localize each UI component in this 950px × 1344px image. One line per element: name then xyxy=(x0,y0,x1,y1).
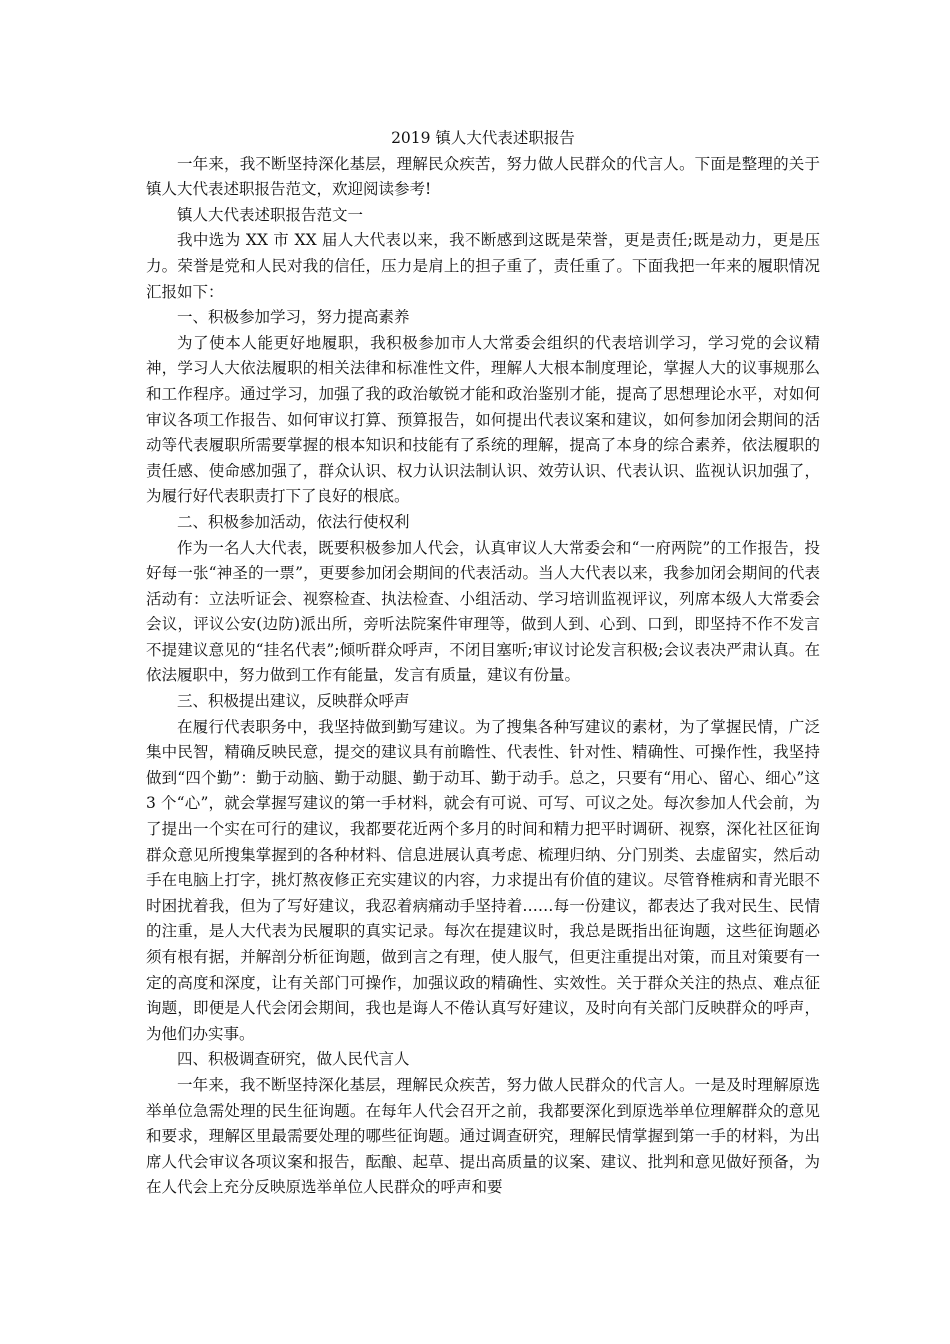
section-heading-1: 一、积极参加学习，努力提高素养 xyxy=(177,308,410,327)
section-paragraph-4: 一年来，我不断坚持深化基层，理解民众疾苦，努力做人民群众的代言人。一是及时理解原选举单位急需处理的民生征询题。在每年人代会召开之前，我都要深化到原选举单位理解群众的意见和要求，理解区里最需要处理的哪些征询题。通过调查研究，理解民情掌握到第一手的材料，为出席人代会审议各项议案和报告，酝酿、起草、提出高质量的议案、建议、批判和意见做好预备，为在人代会上充分反映原选举单位人民群众的呼声和要 xyxy=(146,1075,820,1197)
section-paragraph-1: 为了使本人能更好地履职，我积极参加市人大常委会组织的代表培训学习，学习党的会议精神，学习人大依法履职的相关法律和标准性文件，理解人大根本制度理论，掌握人大的议事规那么和工作程序。通过学习，加强了我的政治敏锐才能和政治鉴别才能，提高了思想理论水平，对如何审议各项工作报告、如何审议打算、预算报告，如何提出代表议案和建议，如何参加闭会期间的活动等代表履职所需要掌握的根本知识和技能有了系统的理解，提高了本身的综合素养，依法履职的责任感、使命感加强了，群众认识、权力认识法制认识、效劳认识、代表认识、监视认识加强了，为履行好代表职责打下了良好的根底。 xyxy=(146,333,820,506)
sample-heading: 镇人大代表述职报告范文一 xyxy=(177,205,364,224)
opening-paragraph: 我中选为 XX 市 XX 届人大代表以来，我不断感到这既是荣誉，更是责任;既是动力，更是压力。荣誉是党和人民对我的信任，压力是肩上的担子重了，责任重了。下面我把一年来的履职情况汇报如下： xyxy=(146,231,820,301)
section-heading-3: 三、积极提出建议，反映群众呼声 xyxy=(177,692,410,711)
document-body xyxy=(146,126,820,1201)
section-paragraph-2: 作为一名人大代表，既要积极参加人代会，认真审议人大常委会和“一府两院”的工作报告，投好每一张“神圣的一票”，更要参加闭会期间的代表活动。当人大代表以来，我参加闭会期间的代表活动有：立法听证会、视察检查、执法检查、小组活动、学习培训监视评议，列席本级人大常委会会议，评议公安(边防)派出所，旁听法院案件审理等，做到人到、心到、口到，即坚持不作不发言不提建议意见的“挂名代表”;倾听群众呼声，不闭目塞听;审议讨论发言积极;会议表决严肃认真。在依法履职中，努力做到工作有能量，发言有质量，建议有份量。 xyxy=(146,538,820,685)
section-heading-4: 四、积极调查研究，做人民代言人 xyxy=(177,1050,410,1069)
section-heading-2: 二、积极参加活动，依法行使权利 xyxy=(177,512,410,531)
section-paragraph-3: 在履行代表职务中，我坚持做到勤写建议。为了搜集各种写建议的素材，为了掌握民情，广泛集中民智，精确反映民意，提交的建议具有前瞻性、代表性、针对性、精确性、可操作性，我坚持做到“四个勤”：勤于动脑、勤于动腿、勤于动耳、勤于动手。总之，只要有“用心、留心、细心”这 3 个“心”，就会掌握写建议的第一手材料，就会有可说、可写、可议之处。每次参加人代会前，为了提出一个实在可行的建议，我都要花近两个多月的时间和精力把平时调研、视察，深化社区征询群众意见所搜集掌握到的各种材料、信息进展认真考虑、梳理归纳、分门别类、去虚留实，然后动手在电脑上打字，挑灯熬夜修正充实建议的内容，力求提出有价值的建议。尽管脊椎病和青光眼不时困扰着我，但为了写好建议，我忍着病痛动手坚持着……每一份建议，都表达了我对民生、民情的注重，是人大代表为民履职的真实记录。每次在提建议时，我总是既指出征询题，这些征询题必须有根有据，并解剖分析征询题，做到言之有理，使人服气，但更注重提出对策，而且对策要有一定的高度和深度，让有关部门可操作，加强议政的精确性、实效性。关于群众关注的热点、难点征询题，即便是人代会闭会期间，我也是诲人不倦认真写好建议，及时向有关部门反映群众的呼声，为他们办实事。 xyxy=(146,717,820,1043)
intro-paragraph: 一年来，我不断坚持深化基层，理解民众疾苦，努力做人民群众的代言人。下面是整理的关于镇人大代表述职报告范文，欢迎阅读参考! xyxy=(146,154,820,199)
document-title: 2019 镇人大代表述职报告 xyxy=(391,129,575,147)
